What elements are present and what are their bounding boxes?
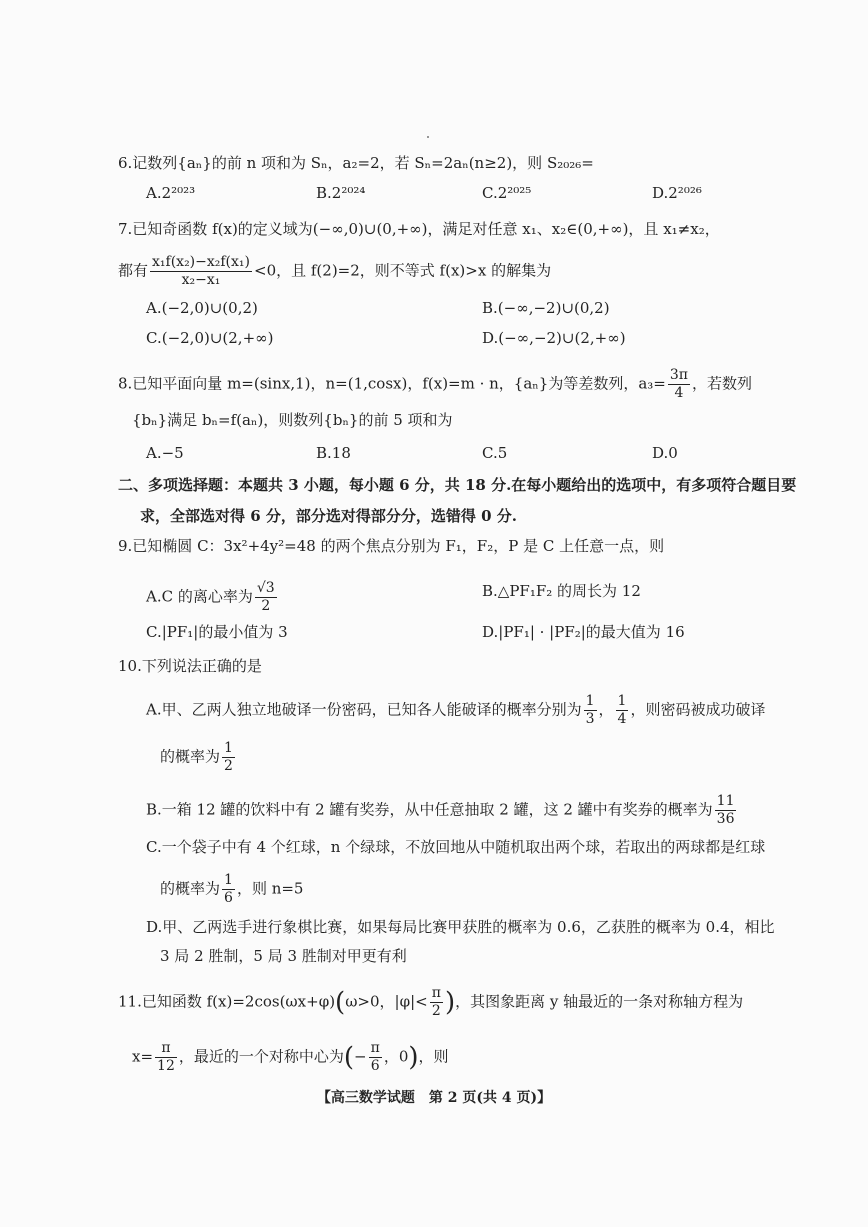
q10-option-a-separator: ， — [598, 700, 614, 719]
q8-fraction — [668, 367, 690, 402]
scan-dot — [427, 136, 429, 138]
q8-fraction-numerator: 3π — [669, 367, 688, 383]
q10-option-a-suffix: ，则密码被成功破译 — [630, 700, 766, 719]
q9-option-a-text: A.C 的离心率为 — [146, 587, 253, 606]
q10-stem: 10.下列说法正确的是 — [118, 657, 262, 675]
q6-option-a: A.2²⁰²³ — [146, 184, 196, 202]
q11-axis-numerator: π — [155, 1040, 177, 1058]
q10-option-b-fraction — [715, 793, 737, 828]
q7-condition — [118, 254, 551, 289]
q11-condition: ω>0，|φ|< — [345, 992, 428, 1011]
q10-option-a-line2-denominator: 2 — [224, 758, 233, 774]
q8-stem-suffix: ，若数列 — [691, 374, 752, 393]
q9-option-a-denominator: 2 — [261, 598, 271, 614]
q7-option-c: C.(−2,0)∪(2,+∞) — [146, 329, 274, 347]
q8-option-d: D.0 — [652, 444, 678, 462]
q7-condition-prefix: 都有 — [118, 261, 149, 280]
q7-option-d: D.(−∞,−2)∪(2,+∞) — [482, 329, 626, 347]
q7-option-b: B.(−∞,−2)∪(0,2) — [482, 299, 610, 317]
q7-option-a: A.(−2,0)∪(0,2) — [146, 299, 258, 317]
q10-option-c-line1: C.一个袋子中有 4 个红球，n 个绿球，不放回地从中随机取出两个球，若取出的两球都是红球 — [146, 838, 766, 856]
q8-stem-prefix: 8.已知平面向量 m=(sinx,1)，n=(1,cosx)，f(x)=m · n，{aₙ}为等差数列，a₃= — [118, 374, 666, 393]
q8-option-b: B.18 — [316, 444, 351, 462]
section2-heading-cont: 求，全部选对得 6 分，部分选对得部分分，选错得 0 分. — [140, 507, 517, 525]
q8-fraction-denominator: 4 — [674, 385, 684, 401]
q11-center-fraction — [369, 1040, 382, 1075]
q11-stem-line1 — [118, 985, 743, 1020]
q9-option-a-fraction — [255, 580, 277, 615]
q10-option-a-line2 — [160, 740, 237, 775]
q9-option-b: B.△PF₁F₂ 的周长为 12 — [482, 582, 641, 600]
q10-option-d-line1: D.甲、乙两选手进行象棋比赛，如果每局比赛甲获胜的概率为 0.6，乙获胜的概率为 0.4，相比 — [146, 918, 775, 936]
q10-option-a-line2-fraction — [222, 740, 235, 775]
q10-option-c-line2 — [160, 872, 303, 907]
q10-option-d-line2: 3 局 2 胜制，5 局 3 胜制对甲更有利 — [160, 947, 407, 965]
q6-option-d: D.2²⁰²⁶ — [652, 184, 702, 202]
q11-center-denominator: 6 — [370, 1058, 380, 1074]
q11-center-numerator: π — [370, 1040, 380, 1056]
page-footer: 【高三数学试题 第 2 页(共 4 页)】 — [316, 1090, 552, 1106]
q11-center-left-paren: ( — [343, 1042, 355, 1073]
q7-stem: 7.已知奇函数 f(x)的定义域为(−∞,0)∪(0,+∞)，满足对任意 x₁、x₂∈(0,+∞)，且 x₁≠x₂， — [118, 220, 720, 238]
q11-stem-end: ，则 — [418, 1047, 449, 1066]
q11-condition-numerator: π — [431, 985, 441, 1001]
q9-stem: 9.已知椭圆 C：3x²+4y²=48 的两个焦点分别为 F₁，F₂，P 是 C 上任意一点，则 — [118, 537, 665, 555]
q10-option-a-line1 — [146, 693, 765, 728]
q11-center-zero: ，0 — [383, 1047, 409, 1066]
q8-option-a: A.−5 — [146, 444, 184, 462]
q11-axis-prefix: x= — [132, 1047, 154, 1066]
q10-option-a-fraction1 — [584, 693, 597, 728]
q11-condition-denominator: 2 — [431, 1003, 441, 1019]
q11-axis-fraction — [155, 1040, 177, 1075]
q10-option-b-denominator: 36 — [716, 811, 735, 827]
q10-option-b-numerator: 11 — [716, 793, 735, 809]
q8-stem-line2: {bₙ}满足 bₙ=f(aₙ)，则数列{bₙ}的前 5 项和为 — [132, 411, 453, 429]
q10-option-a-line2-numerator: 1 — [224, 740, 233, 756]
q11-right-paren: ) — [444, 987, 456, 1018]
q7-fraction — [150, 254, 252, 289]
q11-axis-denominator: 12 — [157, 1058, 175, 1074]
q11-center-sign: − — [354, 1047, 367, 1066]
q10-option-b-text: B.一箱 12 罐的饮料中有 2 罐有奖券，从中任意抽取 2 罐，这 2 罐中有奖券的概率为 — [146, 800, 713, 819]
q11-condition-fraction — [430, 985, 443, 1020]
q9-option-d: D.|PF₁| · |PF₂|的最大值为 16 — [482, 623, 685, 641]
q10-option-a-line2-text: 的概率为 — [160, 747, 221, 766]
q6-stem: 6.记数列{aₙ}的前 n 项和为 Sₙ，a₂=2，若 Sₙ=2aₙ(n≥2)，则 S₂₀₂₆= — [118, 154, 594, 172]
q10-option-c-line2-text: 的概率为 — [160, 879, 221, 898]
q9-option-a — [146, 580, 279, 615]
q10-option-a-text: A.甲、乙两人独立地破译一份密码，已知各人能破译的概率分别为 — [146, 700, 582, 719]
q10-option-a-fraction1-denominator: 3 — [585, 711, 595, 727]
q10-option-a-fraction2-denominator: 4 — [617, 711, 627, 727]
q7-fraction-denominator: x₂−x₁ — [181, 272, 221, 288]
q8-stem-line1 — [118, 367, 752, 402]
q11-stem-line2 — [132, 1040, 449, 1075]
q8-option-c: C.5 — [482, 444, 508, 462]
q10-option-a-fraction2 — [616, 693, 629, 728]
q10-option-a-fraction2-numerator: 1 — [617, 693, 627, 709]
q7-condition-suffix: <0，且 f(2)=2，则不等式 f(x)>x 的解集为 — [254, 261, 552, 280]
q10-option-c-denominator: 6 — [224, 890, 233, 906]
q11-left-paren: ( — [335, 987, 346, 1018]
q10-option-b — [146, 793, 738, 828]
q9-option-c: C.|PF₁|的最小值为 3 — [146, 623, 288, 641]
q7-fraction-numerator: x₁f(x₂)−x₂f(x₁) — [152, 254, 250, 270]
q11-function: 11.已知函数 f(x)=2cos(ωx+φ) — [118, 992, 336, 1011]
section2-heading: 二、多项选择题：本题共 3 小题，每小题 6 分，共 18 分.在每小题给出的选项中，有多项符合题目要 — [118, 476, 797, 494]
q6-option-b: B.2²⁰²⁴ — [316, 184, 366, 202]
q9-option-a-numerator: √3 — [256, 580, 275, 596]
q6-option-c: C.2²⁰²⁵ — [482, 184, 532, 202]
q11-stem-suffix: ，其图象距离 y 轴最近的一条对称轴方程为 — [455, 992, 744, 1011]
q10-option-c-fraction — [222, 872, 235, 907]
q11-center-right-paren: ) — [408, 1042, 419, 1073]
q11-center-text: ，最近的一个对称中心为 — [178, 1047, 344, 1066]
q10-option-c-numerator: 1 — [224, 872, 233, 888]
q10-option-a-fraction1-numerator: 1 — [585, 693, 595, 709]
q10-option-c-line2-suffix: ，则 n=5 — [236, 879, 304, 898]
